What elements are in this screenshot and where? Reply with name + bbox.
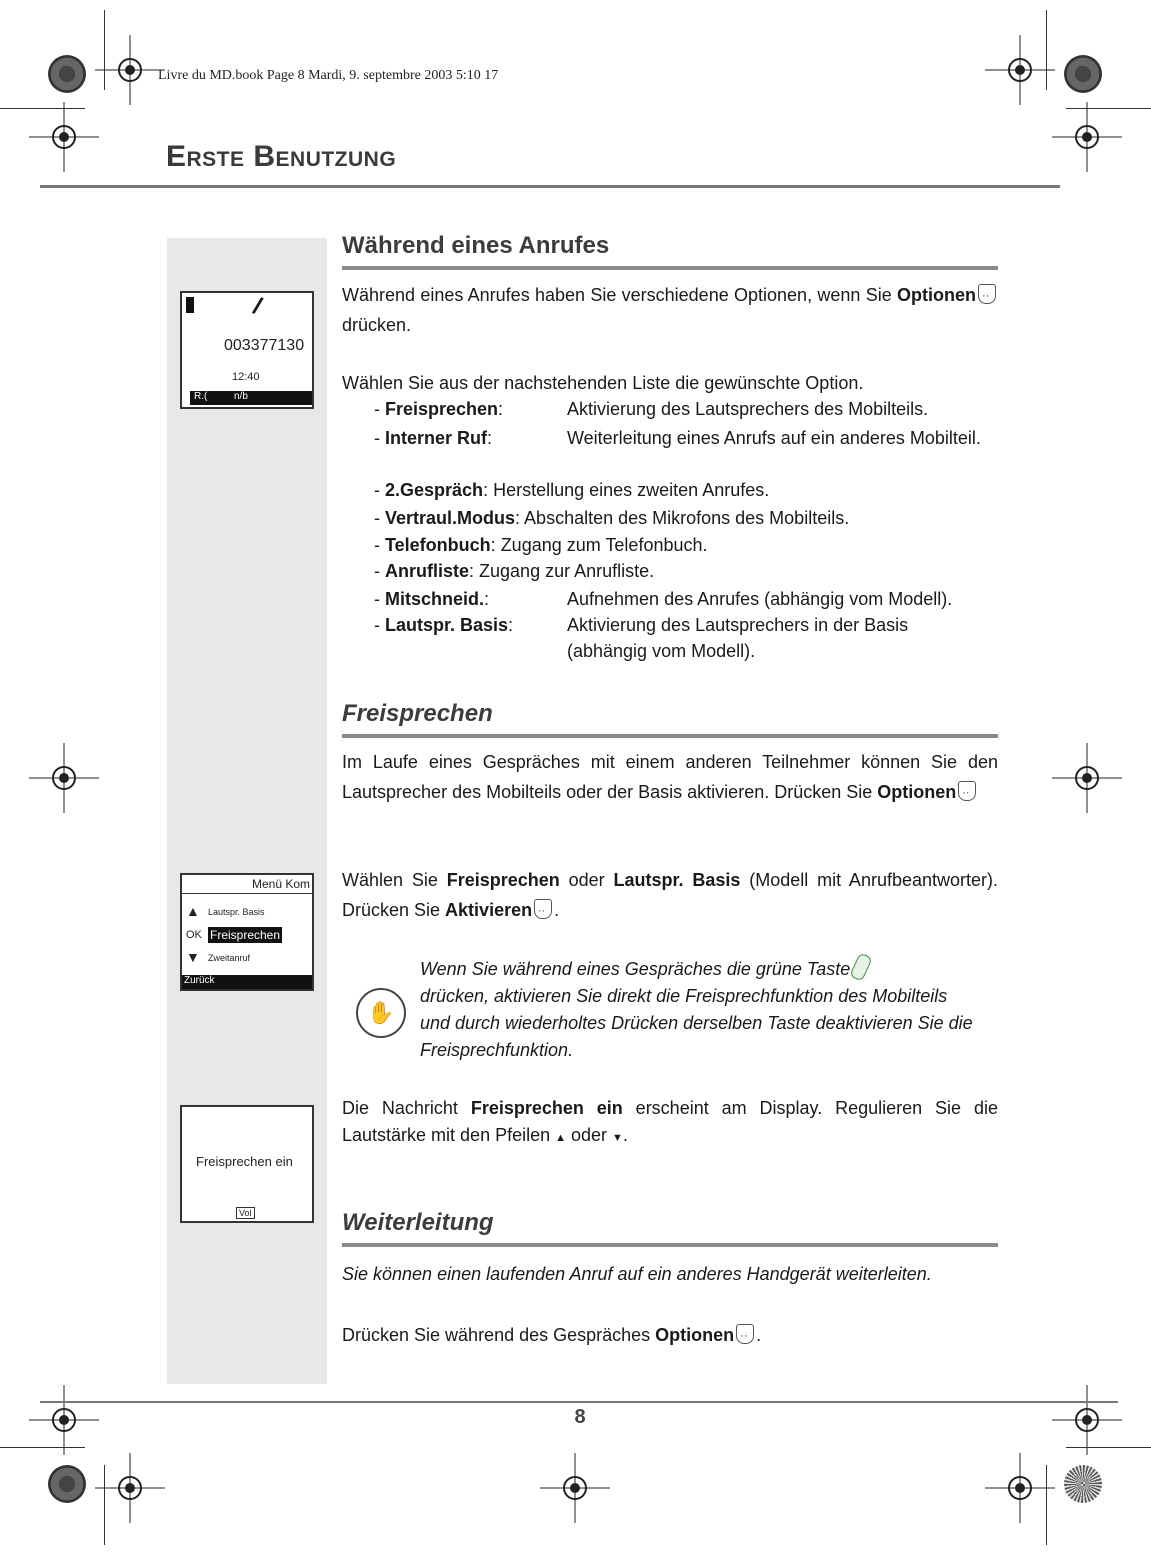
key-name: Optionen bbox=[897, 285, 976, 305]
list-item: - Vertraul.Modus: Abschalten des Mikrofons des Mobilteils. bbox=[374, 508, 850, 528]
crop-crosshair-icon bbox=[540, 1453, 610, 1523]
trim-line bbox=[1046, 10, 1047, 90]
section2-para2: Wählen Sie Freisprechen oder Lautspr. Basis (Modell mit Anrufbeantworter). Drücken Sie Aktivieren·· . bbox=[342, 865, 998, 925]
list-item: - Anrufliste: Zugang zur Anrufliste. bbox=[374, 561, 655, 581]
softkey-left-label: Zurück bbox=[184, 975, 215, 986]
arrow-down-icon: ▼ bbox=[186, 949, 200, 965]
section1-intro bbox=[342, 280, 998, 340]
menu-ok-prefix: OK bbox=[186, 929, 202, 941]
list-item: - Interner Ruf: Weiterleitung eines Anrufs auf ein anderes Mobilteil. bbox=[374, 428, 981, 448]
trim-line bbox=[0, 108, 85, 109]
call-number: 003377130 bbox=[224, 337, 305, 354]
trim-line bbox=[1066, 1447, 1151, 1448]
phone-screen-message bbox=[180, 1105, 314, 1223]
section3-para1: Sie können einen laufenden Anruf auf ein anderes Handgerät weiterleiten. bbox=[342, 1264, 932, 1284]
menu-item: Lautspr. Basis bbox=[208, 907, 265, 917]
hand-note-icon: ✋ bbox=[356, 988, 406, 1038]
list-item: - Lautspr. Basis: Aktivierung des Lautsprechers in der Basis (abhängig vom Modell). bbox=[374, 615, 909, 661]
softkey-mid-label: n/b bbox=[234, 391, 248, 402]
crop-crosshair-icon bbox=[95, 35, 165, 105]
menu-item: Zweitanruf bbox=[208, 953, 251, 963]
chapter-title: Erste Benutzung bbox=[166, 140, 397, 173]
list-item: - Telefonbuch: Zugang zum Telefonbuch. bbox=[374, 535, 708, 555]
crop-crosshair-icon bbox=[985, 1453, 1055, 1523]
section-heading: Freisprechen bbox=[342, 700, 493, 727]
softkey-icon bbox=[978, 284, 996, 304]
section-heading: Weiterleitung bbox=[342, 1209, 494, 1236]
title-rule bbox=[40, 185, 1060, 188]
page-number: 8 bbox=[574, 1406, 586, 1428]
crop-crosshair-icon bbox=[29, 743, 99, 813]
section-heading: Während eines Anrufes bbox=[342, 232, 610, 259]
volume-softkey: Vol bbox=[236, 1207, 255, 1219]
softkey-icon bbox=[736, 1324, 754, 1344]
section3-para2: Drücken Sie während des Gespräches Optionen·· . bbox=[342, 1320, 998, 1350]
trim-line bbox=[1066, 108, 1151, 109]
crop-crosshair-icon bbox=[1052, 1385, 1122, 1455]
crop-crosshair-icon bbox=[95, 1453, 165, 1523]
trim-line bbox=[104, 10, 105, 90]
crop-crosshair-icon bbox=[29, 1385, 99, 1455]
registration-rosette-icon bbox=[1064, 55, 1102, 93]
crop-crosshair-icon bbox=[985, 35, 1055, 105]
section2-para3: Die Nachricht Freisprechen ein erscheint am Display. Regulieren Sie die Lautstärke mit den Pfeilen ▲ oder ▼. bbox=[342, 1098, 998, 1145]
phone-screen-call bbox=[180, 291, 314, 409]
section-rule bbox=[342, 1243, 998, 1247]
arrow-up-icon: ▲ bbox=[186, 903, 200, 919]
text: Während eines Anrufes haben Sie verschiedene Optionen, wenn Sie bbox=[342, 285, 897, 305]
softkey-bar bbox=[190, 391, 312, 405]
arrow-up-icon: ▲ bbox=[555, 1132, 567, 1144]
footer-rule bbox=[40, 1401, 1118, 1403]
section-rule bbox=[342, 266, 998, 270]
registration-rosette-icon bbox=[48, 55, 86, 93]
crop-crosshair-icon bbox=[1052, 102, 1122, 172]
softkey-left-label: R.( bbox=[194, 391, 208, 402]
display-message: Freisprechen ein bbox=[196, 1154, 293, 1169]
list-intro: Wählen Sie aus der nachstehenden Liste die gewünschte Option. bbox=[342, 373, 864, 393]
crop-crosshair-icon bbox=[29, 102, 99, 172]
green-key-icon bbox=[849, 952, 873, 981]
section2-para1: Im Laufe eines Gespräches mit einem anderen Teilnehmer können Sie den Lautsprecher des Mobilteils oder der Basis aktivieren. Drücken Sie Optionen·· bbox=[342, 747, 998, 807]
section-rule bbox=[342, 734, 998, 738]
handset-icon: / bbox=[249, 292, 266, 321]
menu-header-line bbox=[182, 893, 312, 894]
list-item: - Mitschneid.: Aufnehmen des Anrufes (abhängig vom Modell). bbox=[374, 589, 953, 609]
text: drücken. bbox=[342, 315, 412, 335]
menu-header: Menü Kom bbox=[252, 877, 311, 891]
tip-note: Wenn Sie während eines Gespräches die grüne Taste drücken, aktivieren Sie direkt die Freisprechfunktion des Mobilteils und durch wiederholtes Drücken derselben Taste deaktivieren Sie die Freisprechfunktion. bbox=[420, 954, 980, 1064]
softkey-icon bbox=[958, 781, 976, 801]
trim-line bbox=[0, 1447, 85, 1448]
print-meta: Livre du MD.book Page 8 Mardi, 9. septembre 2003 5:10 17 bbox=[158, 68, 499, 83]
softkey-icon bbox=[534, 899, 552, 919]
list-item: - Freisprechen: Aktivierung des Lautsprechers des Mobilteils. bbox=[374, 399, 929, 419]
registration-rosette-icon bbox=[48, 1465, 86, 1503]
menu-item-selected: Freisprechen bbox=[210, 928, 281, 942]
battery-icon bbox=[186, 297, 194, 313]
trim-line bbox=[1046, 1465, 1047, 1545]
phone-screen-menu bbox=[180, 873, 314, 991]
crop-crosshair-icon bbox=[1052, 743, 1122, 813]
arrow-down-icon: ▼ bbox=[612, 1132, 623, 1144]
list-item: - 2.Gespräch: Herstellung eines zweiten Anrufes. bbox=[374, 480, 770, 500]
key-name: Optionen bbox=[877, 782, 957, 802]
registration-rosette-icon bbox=[1064, 1465, 1102, 1503]
call-time: 12:40 bbox=[232, 371, 260, 383]
trim-line bbox=[104, 1465, 105, 1545]
